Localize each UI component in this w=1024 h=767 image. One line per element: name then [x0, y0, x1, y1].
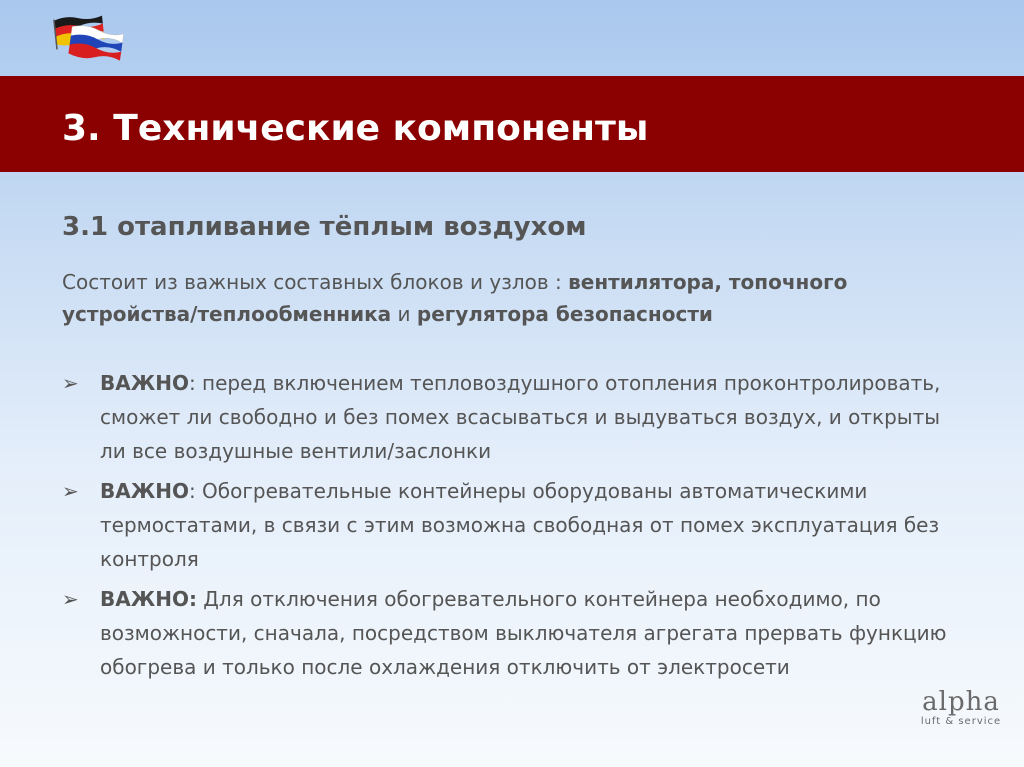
arrow-bullet-icon: ➢: [62, 371, 79, 395]
intro-bold-a: вентилятора, топочного устройства/теплообменника: [62, 270, 848, 326]
germany-russia-flags-icon: [50, 12, 125, 64]
bullet-text: Для отключения обогревательного контейнера необходимо, по возможности, сначала, посредством выключателя агрегата прервать функцию обогрева и только после охлаждения отключить от электросети: [100, 587, 947, 679]
bullet-label: ВАЖНО: [100, 371, 189, 395]
bullet-list: [62, 366, 962, 690]
intro-text-a: Состоит из важных составных блоков и узлов :: [62, 270, 569, 294]
bullet-text: : перед включением тепловоздушного отопления проконтролировать, сможет ли свободно и без помех всасываться и выдуваться воздух, и открыты ли все воздушные вентили/заслонки: [100, 371, 941, 463]
intro-paragraph: [62, 266, 962, 330]
intro-bold-b: регулятора безопасности: [416, 302, 713, 326]
logo-wordmark: alpha: [922, 687, 1000, 717]
logo-tagline: luft & service: [920, 716, 1002, 727]
arrow-bullet-icon: ➢: [62, 587, 79, 611]
alpha-logo: [918, 688, 1004, 728]
bullet-item: [62, 582, 962, 684]
arrow-bullet-icon: ➢: [62, 479, 79, 503]
bullet-label: ВАЖНО: [100, 479, 189, 503]
slide-subtitle: 3.1 отапливание тёплым воздухом: [62, 212, 587, 242]
bullet-item: [62, 474, 962, 576]
bullet-item: [62, 366, 962, 468]
intro-text-b: и: [391, 302, 417, 326]
bullet-text: : Обогревательные контейнеры оборудованы автоматическими термостатами, в связи с этим возможна свободная от помех эксплуатация без контроля: [100, 479, 940, 571]
bullet-label: ВАЖНО:: [100, 587, 197, 611]
slide-title: 3. Технические компоненты: [62, 108, 649, 149]
